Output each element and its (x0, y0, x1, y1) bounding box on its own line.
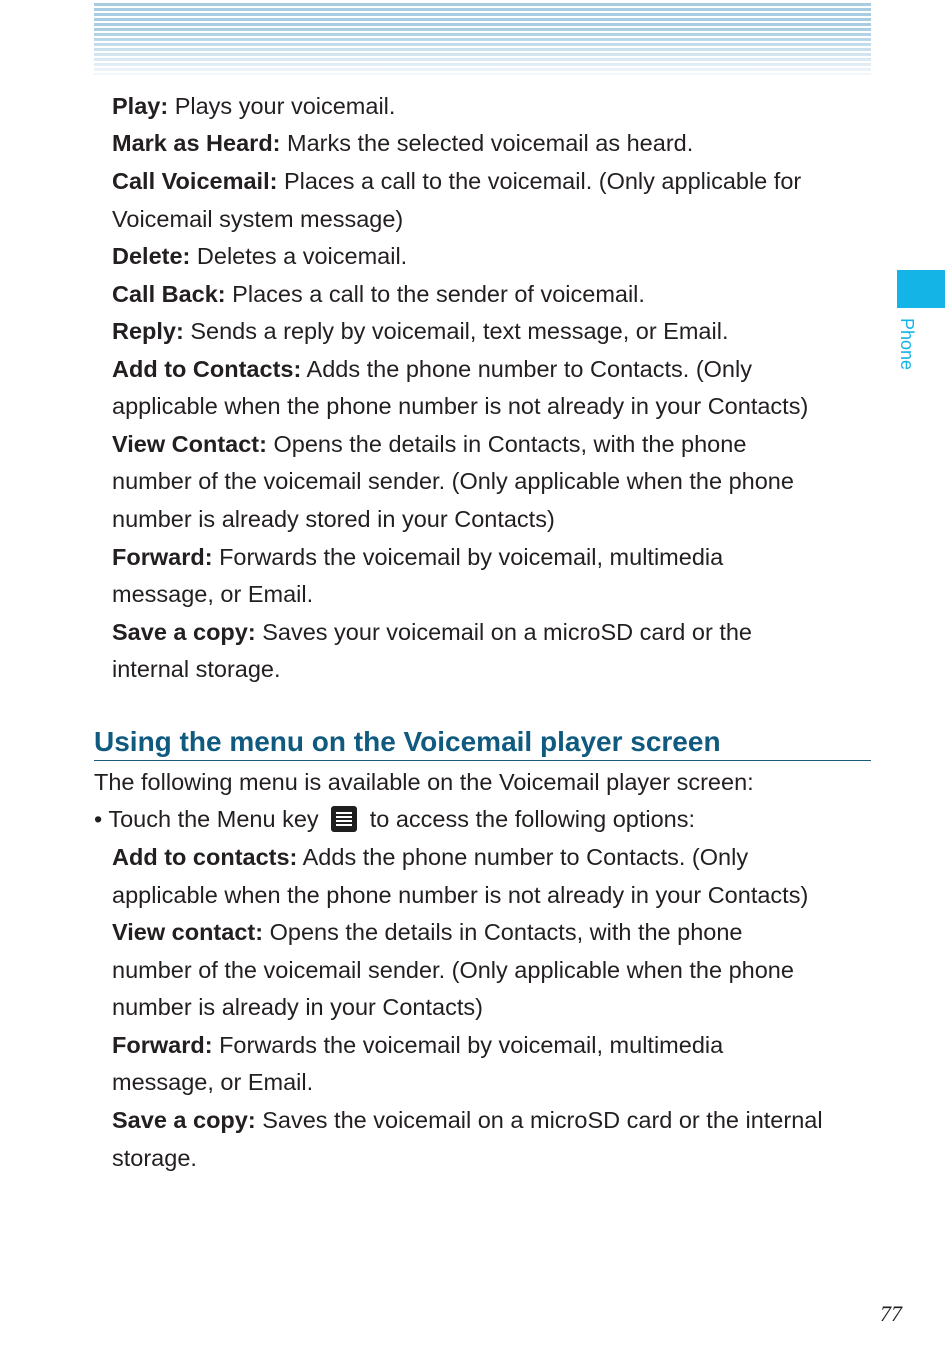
menu-option (112, 542, 723, 572)
option-desc: Forwards the voicemail by voicemail, multimedia (219, 544, 724, 570)
option-desc-cont: Voicemail system message) (112, 206, 404, 232)
option-term: Call Back: (112, 281, 226, 307)
chapter-tab-label: Phone (897, 318, 917, 371)
section-heading: Using the menu on the Voicemail player screen (94, 724, 871, 761)
option-term: View contact: (112, 919, 264, 945)
option-desc-cont: number is already in your Contacts) (112, 994, 483, 1020)
option-term: Reply: (112, 318, 184, 344)
menu-option (112, 241, 407, 271)
menu-option (112, 166, 801, 196)
option-desc: Forwards the voicemail by voicemail, multimedia (219, 1032, 724, 1058)
option-desc: Plays your voicemail. (174, 93, 396, 119)
option-term: Mark as Heard: (112, 130, 281, 156)
menu-option (112, 1030, 723, 1060)
bullet-mark: • (94, 806, 103, 832)
option-desc-cont: message, or Email. (112, 581, 314, 607)
page-number: 77 (880, 1301, 902, 1326)
menu-option (112, 128, 693, 158)
option-desc: Marks the selected voicemail as heard. (287, 130, 694, 156)
option-term: Delete: (112, 243, 191, 269)
menu-option (112, 429, 746, 459)
option-desc-cont: number of the voicemail sender. (Only applicable when the phone (112, 957, 794, 983)
option-term: Play: (112, 93, 169, 119)
bullet-text-after: to access the following options: (369, 806, 696, 832)
menu-option (112, 354, 752, 384)
menu-option (112, 279, 645, 309)
option-desc: Adds the phone number to Contacts. (Only (306, 356, 752, 382)
option-term: View Contact: (112, 431, 267, 457)
menu-option (112, 917, 743, 947)
section-intro: The following menu is available on the Voicemail player screen: (94, 769, 754, 795)
chapter-tab-marker (897, 270, 945, 308)
menu-option (112, 1105, 823, 1135)
menu-key-icon (331, 806, 357, 832)
option-desc: Sends a reply by voicemail, text message, or Email. (190, 318, 729, 344)
option-desc: Deletes a voicemail. (196, 243, 408, 269)
option-desc-cont: number of the voicemail sender. (Only applicable when the phone (112, 468, 794, 494)
option-desc-cont: internal storage. (112, 656, 281, 682)
option-term: Forward: (112, 544, 213, 570)
option-term: Forward: (112, 1032, 213, 1058)
option-desc-cont: number is already stored in your Contacts) (112, 506, 555, 532)
header-fade (94, 3, 871, 75)
option-term: Save a copy: (112, 1107, 256, 1133)
option-desc: Adds the phone number to Contacts. (Only (302, 844, 749, 870)
menu-option (112, 617, 752, 647)
menu-option (112, 91, 395, 121)
option-term: Add to contacts: (112, 844, 298, 870)
option-desc-cont: applicable when the phone number is not already in your Contacts) (112, 882, 809, 908)
option-term: Save a copy: (112, 619, 256, 645)
option-term: Call Voicemail: (112, 168, 278, 194)
option-desc-cont: applicable when the phone number is not already in your Contacts) (112, 393, 809, 419)
bullet-text-before: Touch the Menu key (108, 806, 319, 832)
option-desc: Places a call to the voicemail. (Only applicable for (283, 168, 802, 194)
menu-option (112, 842, 748, 872)
menu-option (112, 316, 728, 346)
option-desc-cont: storage. (112, 1145, 197, 1171)
option-desc: Opens the details in Contacts, with the phone (273, 431, 747, 457)
option-term: Add to Contacts: (112, 356, 302, 382)
option-desc: Saves your voicemail on a microSD card or the (262, 619, 753, 645)
option-desc: Places a call to the sender of voicemail. (232, 281, 645, 307)
option-desc: Opens the details in Contacts, with the phone (269, 919, 743, 945)
bullet-instruction (94, 804, 695, 834)
option-desc: Saves the voicemail on a microSD card or the internal (262, 1107, 823, 1133)
option-desc-cont: message, or Email. (112, 1069, 314, 1095)
